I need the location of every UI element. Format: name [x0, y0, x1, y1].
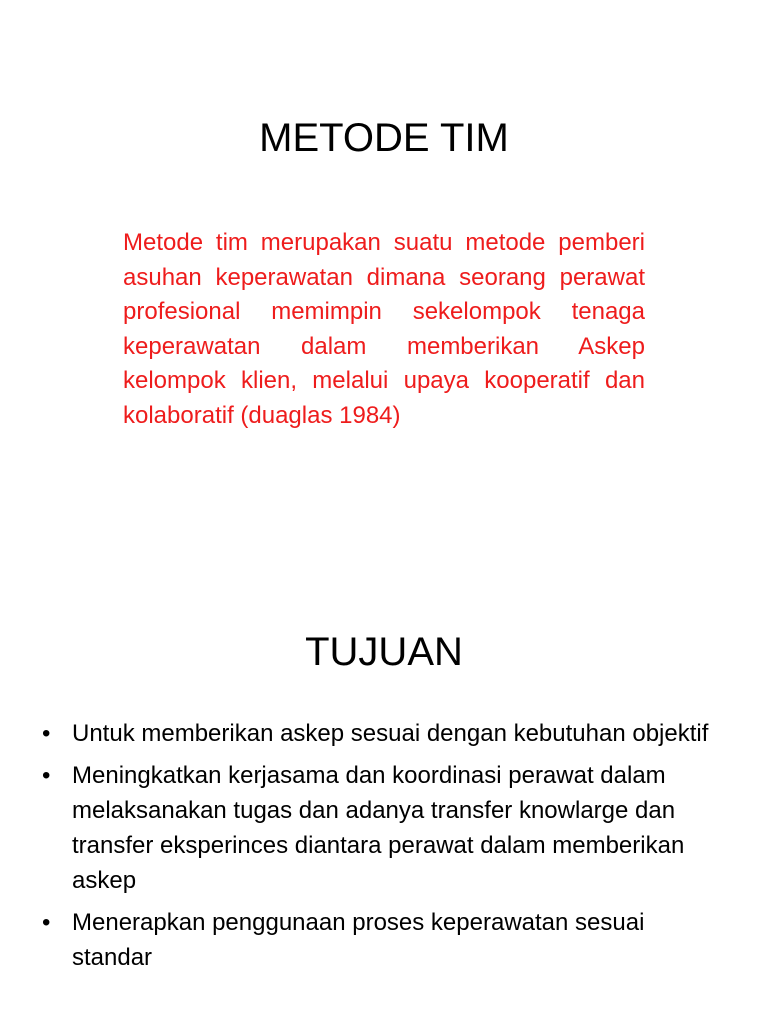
bullet-icon: •	[42, 909, 51, 936]
list-item	[40, 716, 720, 751]
definition-text: Metode tim merupakan suatu metode pemberi asuhan keperawatan dimana seorang perawat profesional memimpin sekelompok tenaga keperawatan dalam memberikan Askep kelompok klien, melalui upaya kooperatif dan kolaboratif (duaglas 1984)	[123, 229, 645, 429]
slide-title: METODE TIM	[259, 116, 509, 160]
slide-title: TUJUAN	[305, 630, 463, 674]
slide-tujuan	[0, 576, 768, 1024]
list-item	[40, 905, 720, 975]
bullet-text: Menerapkan penggunaan proses keperawatan sesuai standar	[72, 909, 645, 971]
bullet-text: Meningkatkan kerjasama dan koordinasi perawat dalam melaksanakan tugas dan adanya transfer knowlarge dan transfer eksperinces diantara perawat dalam memberikan askep	[72, 762, 685, 894]
bullet-list	[40, 716, 720, 982]
bullet-icon: •	[42, 762, 51, 789]
bullet-icon: •	[42, 720, 51, 747]
list-item	[40, 758, 720, 898]
bullet-text: Untuk memberikan askep sesuai dengan kebutuhan objektif	[72, 720, 709, 747]
